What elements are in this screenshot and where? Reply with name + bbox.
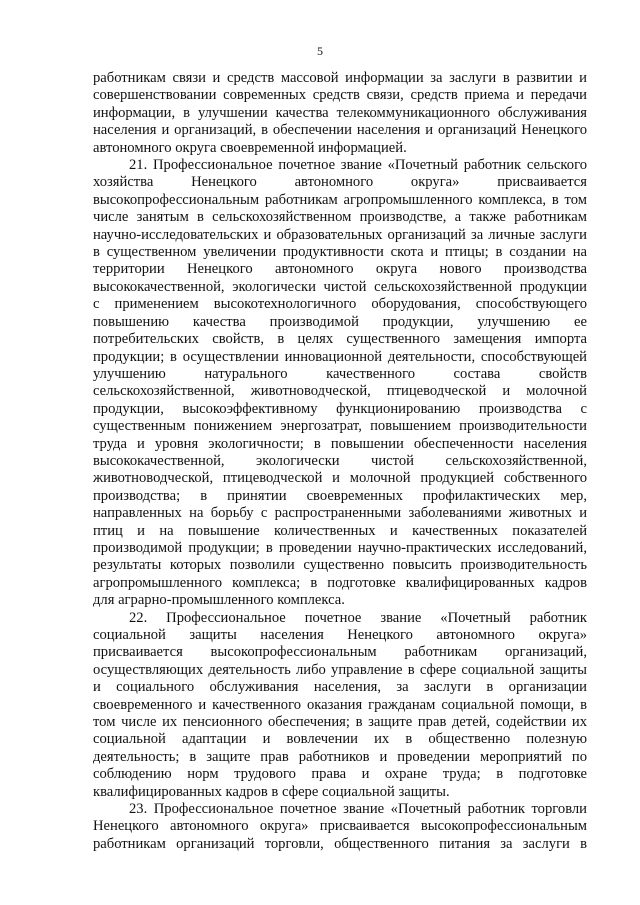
- text-line: социальной адаптации и вовлечении их в общественно полезную: [93, 731, 587, 748]
- text-line: существенным понижением энергозатрат, повышением производительности: [93, 418, 587, 435]
- text-line: научно-исследовательских и образовательных организаций за личные заслуги: [93, 226, 587, 243]
- page-number: 5: [317, 44, 323, 58]
- document-body: [93, 70, 587, 853]
- text-line: высокопрофессиональным работникам агропромышленного комплекса, в том: [93, 191, 587, 208]
- text-line: работникам организаций торговли, общественного питания за заслуги в: [93, 835, 587, 852]
- paragraph: [93, 801, 587, 853]
- text-line: осуществляющих деятельность либо управление в сфере социальной защиты: [93, 661, 587, 678]
- text-line: территории Ненецкого автономного округа нового производства: [93, 261, 587, 278]
- text-line: квалифицированных кадров в сфере социальной защиты.: [93, 783, 450, 800]
- text-line: продукции; в осуществлении инновационной деятельности, способствующей: [93, 348, 587, 365]
- text-line: птиц и на повышение количественных и качественных показателей: [93, 522, 587, 539]
- text-line: работникам связи и средств массовой информации за заслуги в развитии и: [93, 70, 587, 86]
- text-line: 21. Профессиональное почетное звание «Почетный работник сельского: [129, 157, 587, 174]
- text-line: улучшению натурального качественного состава свойств: [93, 365, 587, 382]
- text-line: населения и организаций, в обеспечении населения и организаций Ненецкого: [93, 122, 587, 139]
- text-line: потребительских свойств, в целях существенного замещения импорта: [93, 331, 587, 348]
- text-line: агропромышленного комплекса; в подготовке квалифицированных кадров: [93, 574, 587, 591]
- text-line: с применением высокотехнологичного оборудования, способствующего: [93, 296, 587, 313]
- text-line: для аграрно-промышленного комплекса.: [93, 592, 345, 609]
- text-line: в существенном увеличении продуктивности скота и птицы; в создании на: [93, 244, 587, 261]
- text-line: своевременного и качественного оказания гражданам социальной помощи, в: [93, 696, 587, 713]
- text-line: продукции, высокоэффективному функционированию производства с: [93, 400, 587, 417]
- text-line: направленных на борьбу с распространенными заболеваниями животных и: [93, 505, 587, 522]
- text-line: повышению качества производимой продукции, улучшению ее: [93, 313, 587, 330]
- paragraph: [93, 70, 587, 157]
- text-line: присваивается высокопрофессиональным работникам организаций,: [93, 644, 587, 661]
- text-line: числе занятым в сельскохозяйственном производстве, а также работникам: [93, 209, 587, 226]
- text-line: том числе их пенсионного обеспечения; в защите прав детей, содействии их: [93, 714, 587, 731]
- text-line: 23. Профессиональное почетное звание «Почетный работник торговли: [129, 801, 587, 818]
- text-line: 22. Профессиональное почетное звание «Почетный работник: [129, 609, 587, 626]
- text-line: производимой продукции; в проведении научно-практических исследований,: [93, 539, 587, 556]
- paragraph: [93, 157, 587, 610]
- text-line: совершенствовании современных средств связи, средств приема и передачи: [93, 87, 587, 104]
- text-line: информации, в улучшении качества телекоммуникационного обслуживания: [93, 104, 587, 121]
- text-line: и социального обслуживания населения, за заслуги в организации: [93, 679, 587, 696]
- text-line: социальной защиты населения Ненецкого автономного округа»: [93, 627, 587, 643]
- text-line: высококачественной, экологически чистой сельскохозяйственной,: [93, 452, 587, 469]
- text-line: соблюдению норм трудового права и охране труда; в подготовке: [93, 766, 587, 783]
- text-line: высококачественной, экологически чистой сельскохозяйственной продукции: [93, 278, 587, 295]
- text-line: труда и уровня экологичности; в повышении обеспеченности населения: [93, 435, 587, 452]
- text-line: Ненецкого автономного округа» присваивается высокопрофессиональным: [93, 818, 587, 835]
- text-line: результаты которых позволили существенно повысить производительность: [93, 557, 587, 574]
- text-line: сельскохозяйственной, животноводческой, птицеводческой и молочной: [93, 383, 587, 400]
- text-line: деятельность; в защите прав работников и проведении мероприятий по: [93, 748, 587, 765]
- text-line: автономного округа своевременной информацией.: [93, 139, 407, 156]
- text-line: животноводческой, птицеводческой и молочной продукцией собственного: [93, 470, 587, 487]
- paragraph: [93, 610, 587, 801]
- text-line: хозяйства Ненецкого автономного округа» присваивается: [93, 174, 587, 191]
- text-line: производства; в принятии своевременных профилактических мер,: [93, 487, 587, 504]
